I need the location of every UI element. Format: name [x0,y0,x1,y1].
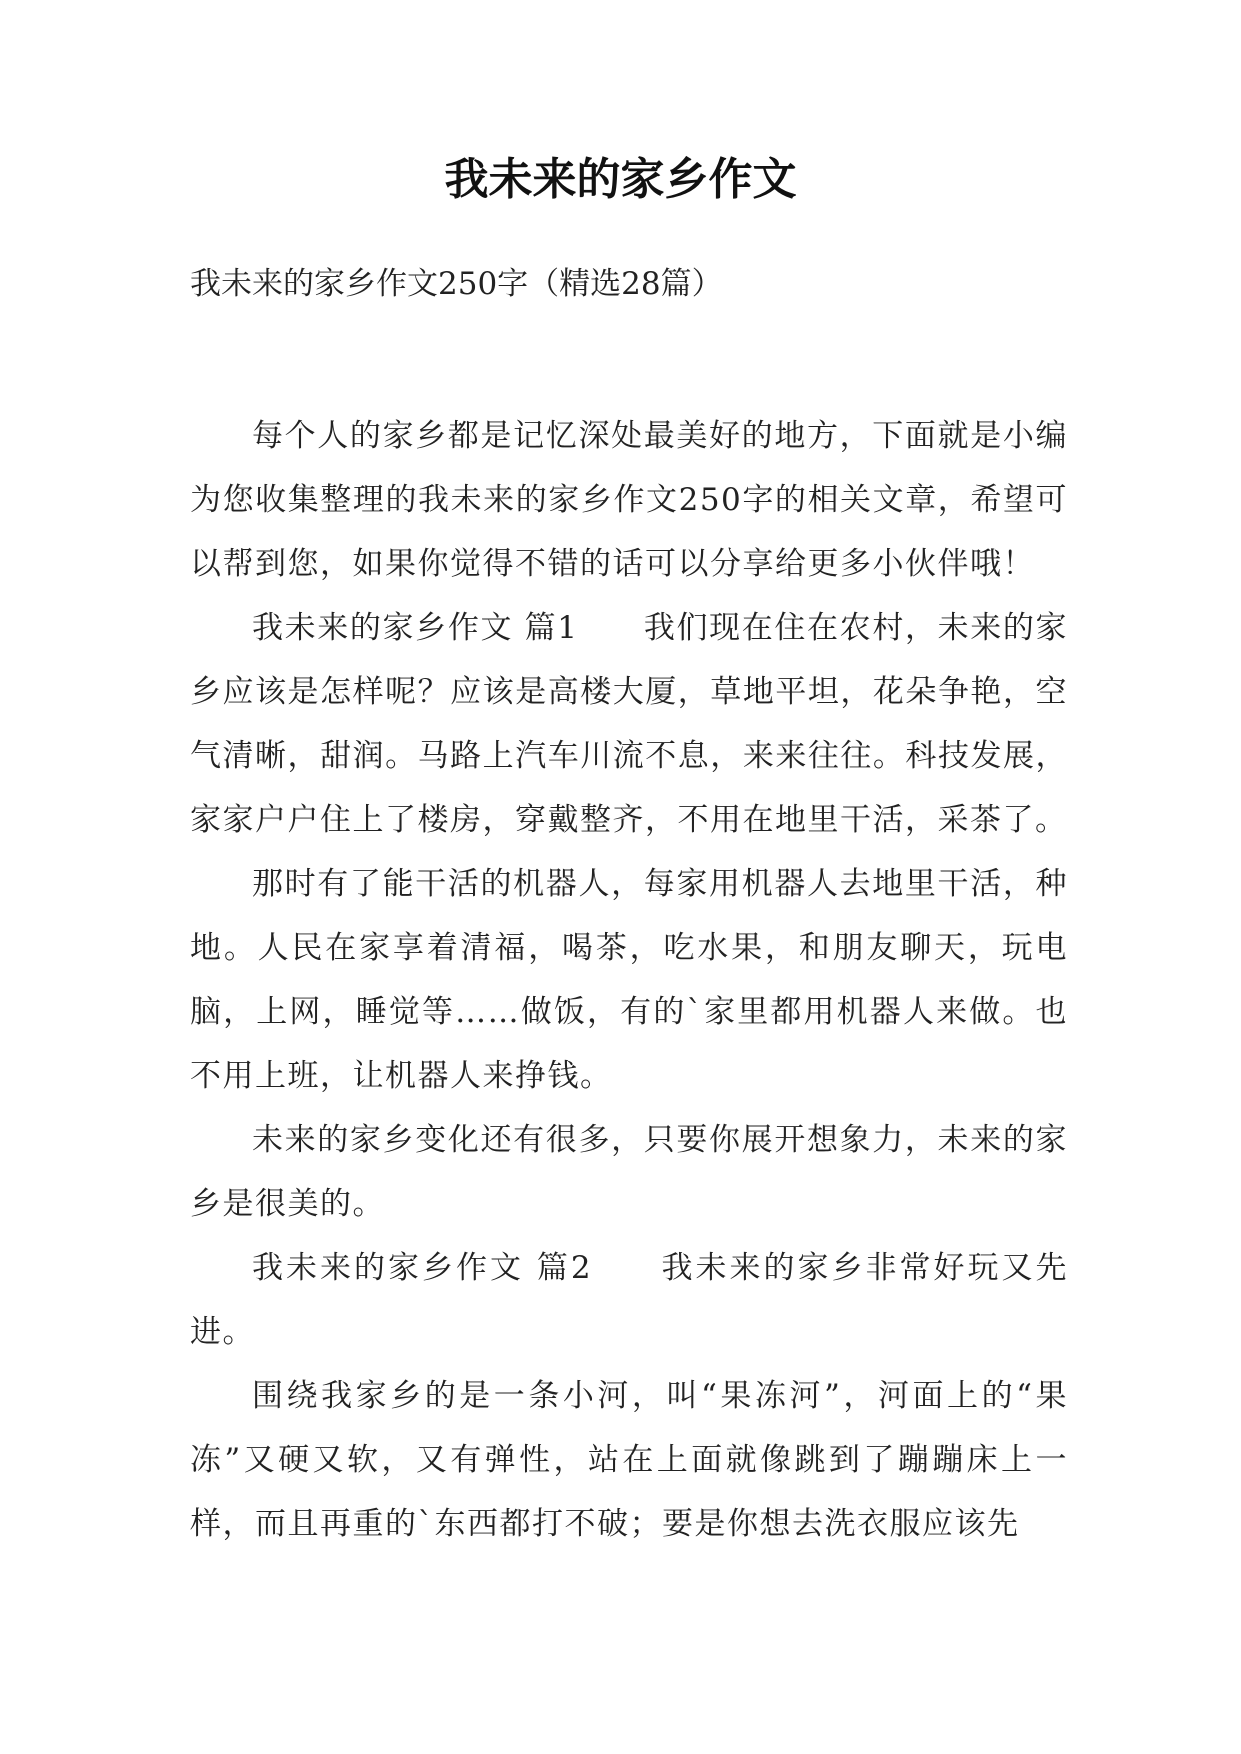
paragraph-jelly-river: 围绕我家乡的是一条小河，叫“果冻河”，河面上的“果冻”又硬又软，又有弹性，站在上面就像跳到了蹦蹦床上一样，而且再重的`东西都打不破；要是你想去洗衣服应该先 [190,1378,1068,1542]
paragraph-essay-1: 我未来的家乡作文 篇1 我们现在住在农村，未来的家乡应该是怎样呢？应该是高楼大厦，草地平坦，花朵争艳，空气清晰，甜润。马路上汽车川流不息，来来往往。科技发展，家家户户住上了楼房，穿戴整齐，不用在地里干活，采茶了。 [190,610,1068,838]
paragraph-essay-2: 我未来的家乡作文 篇2 我未来的家乡非常好玩又先进。 [190,1250,1068,1350]
paragraph-robots: 那时有了能干活的机器人，每家用机器人去地里干活，种地。人民在家享着清福，喝茶，吃水果，和朋友聊天，玩电脑，上网，睡觉等……做饭，有的`家里都用机器人来做。也不用上班，让机器人来挣钱。 [190,866,1068,1094]
document-title: 我未来的家乡作文 [444,154,797,205]
paragraph-intro: 每个人的家乡都是记忆深处最美好的地方，下面就是小编为您收集整理的我未来的家乡作文250字的相关文章，希望可以帮到您，如果你觉得不错的话可以分享给更多小伙伴哦！ [190,418,1068,582]
document-body [190,404,1068,1556]
document-subtitle: 我未来的家乡作文250字（精选28篇） [190,266,723,302]
paragraph-imagination: 未来的家乡变化还有很多，只要你展开想象力，未来的家乡是很美的。 [190,1122,1068,1222]
